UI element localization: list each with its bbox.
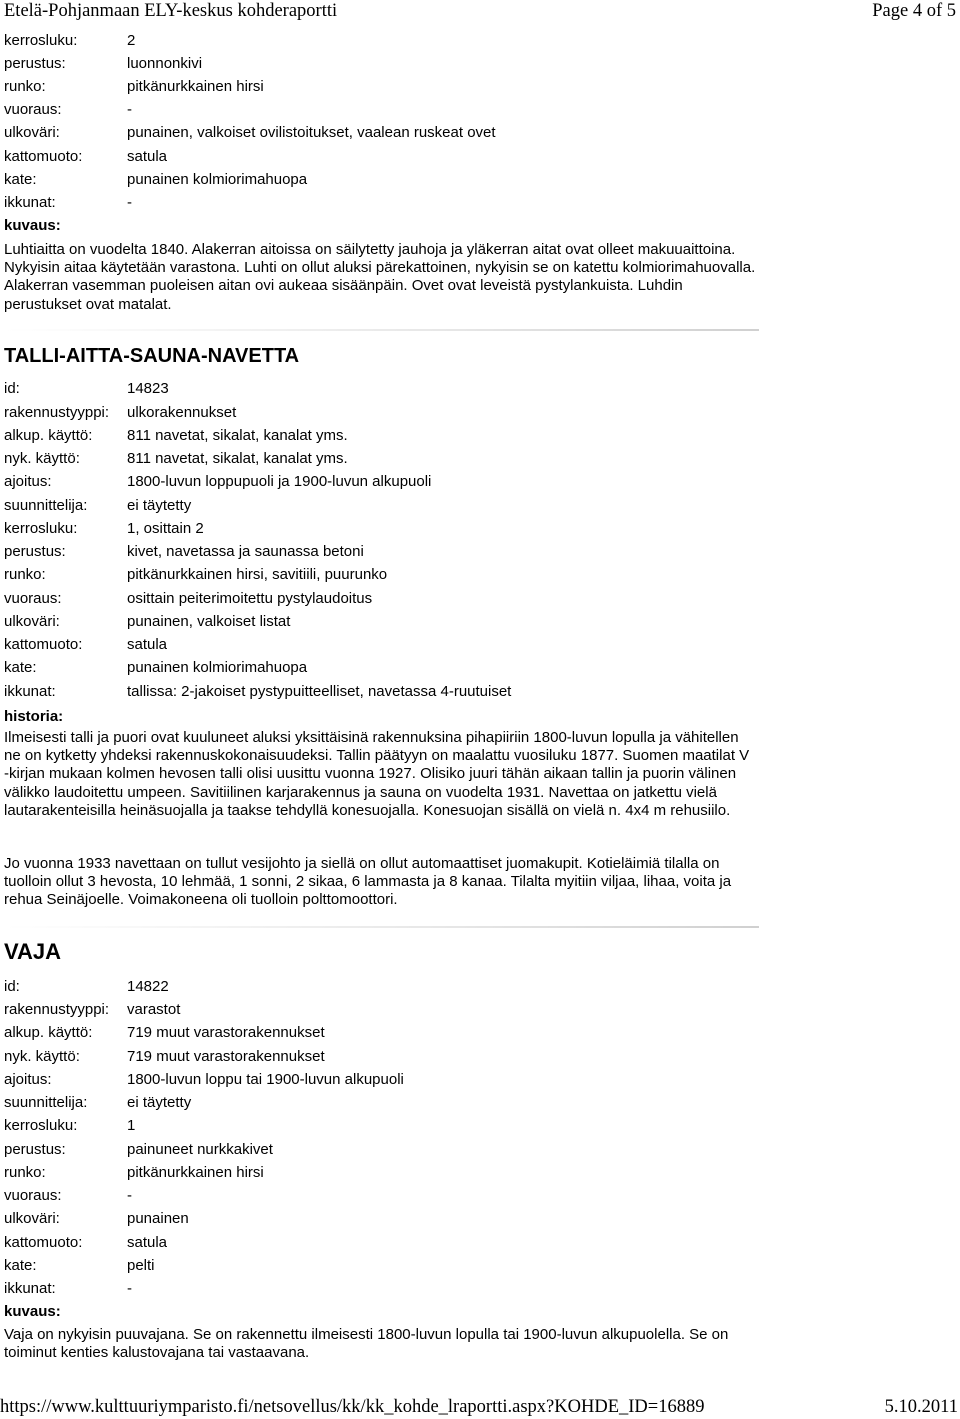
field-value: satula [127,636,168,653]
field-label: ulkoväri: [4,1210,60,1227]
field-value: - [127,194,132,211]
field-label: vuoraus: [4,590,62,607]
field-label: runko: [4,566,46,583]
field-value: 811 navetat, sikalat, kanalat yms. [127,427,348,444]
field-value: satula [127,148,168,165]
description-text: Vaja on nykyisin puuvajana. Se on rakennettu ilmeisesti 1800-luvun lopulla tai 1900-luvun alkupuolella. Se on toiminut kenties kalustovajana tai vastaavana. [4,1326,729,1362]
field-label: ikkunat: [4,194,56,211]
section-divider [4,329,759,331]
field-label: alkup. käyttö: [4,1024,93,1041]
field-label: ulkoväri: [4,124,60,141]
field-label: rakennustyyppi: [4,404,110,421]
field-label: ikkunat: [4,1280,56,1297]
field-label: kate: [4,171,37,188]
field-label: kerrosluku: [4,520,78,537]
field-value: painuneet nurkkakivet [127,1141,273,1158]
field-value: pitkänurkkainen hirsi, savitiili, puurunko [127,566,388,583]
field-value: pitkänurkkainen hirsi [127,1164,264,1181]
field-value: 811 navetat, sikalat, kanalat yms. [127,450,348,467]
field-label: ikkunat: [4,683,56,700]
history-text: Jo vuonna 1933 navettaan on tullut vesijohto ja siellä on ollut automaattiset juomakupit. Kotieläimiä tilalla on tuolloin ollut 3 hevosta, 10 lehmää, 1 sonni, 2 sikaa, 6 lammasta ja 8 kanaa. Tilalta myitiin viljaa, lihaa, voita ja rehua Seinäjoelle. Voimakoneena oli tuolloin polttomoottori. [4,855,732,909]
field-value: kivet, navetassa ja saunassa betoni [127,543,364,560]
print-date: 5.10.2011 [884,1397,958,1417]
field-value: satula [127,1234,168,1251]
field-label: kattomuoto: [4,636,83,653]
field-label: kerrosluku: [4,1117,78,1134]
section-divider [4,926,759,928]
field-value: punainen kolmiorimahuopa [127,659,308,676]
field-value: punainen kolmiorimahuopa [127,171,308,188]
description-label: kuvaus: [4,1303,61,1320]
field-label: ajoitus: [4,473,52,490]
field-label: kattomuoto: [4,1234,83,1251]
report-title: Etelä-Pohjanmaan ELY-keskus kohderaportti [4,1,338,21]
field-value: 719 muut varastorakennukset [127,1048,325,1065]
field-value: luonnonkivi [127,55,203,72]
field-label: suunnittelija: [4,1094,88,1111]
field-value: - [127,101,132,118]
field-label: nyk. käyttö: [4,1048,80,1065]
field-value: 719 muut varastorakennukset [127,1024,325,1041]
field-label: id: [4,380,20,397]
field-value: 2 [127,32,136,49]
page-number: Page 4 of 5 [872,1,956,21]
field-label: perustus: [4,55,66,72]
field-label: vuoraus: [4,101,62,118]
description-text: Luhtiaitta on vuodelta 1840. Alakerran aitoissa on säilytetty jauhoja ja yläkerran aitat ovat olleet makuuaittoina. Nykyisin aitaa käytetään varastona. Luhti on ollut aluksi pärekattoinen, nykyisin se on katettu kolmiorimahuovalla. Alakerran vasemman puoleisen aitan ovi aukeaa sisäänpäin. Ovet ovat leveistä pystylankuista. Luhdin perustukset ovat matalat. [4,241,756,313]
description-label: kuvaus: [4,217,61,234]
section-title: TALLI-AITTA-SAUNA-NAVETTA [4,345,300,367]
field-label: kerrosluku: [4,32,78,49]
field-label: suunnittelija: [4,497,88,514]
field-value: pelti [127,1257,155,1274]
field-label: perustus: [4,1141,66,1158]
field-value: - [127,1280,132,1297]
field-label: ajoitus: [4,1071,52,1088]
field-label: ulkoväri: [4,613,60,630]
history-text: Ilmeisesti talli ja puori ovat kuuluneet aluksi yksittäisinä rakennuksina pihapiiriin 1800-luvun lopulla ja vähitellen ne on kytketty yhdeksi rakennuskokonaisuudeksi. Tallin päätyyn on maalattu vuosiluku 1877. Suomen maatilat V -kirjan mukaan kolmen hevosen talli olisi uusittu vuonna 1927. Olisiko juuri tähän aikaan tallin ja puorin välinen välikko laudoitettu umpeen. Savitiilinen karjarakennus ja sauna on vuodelta 1931. Navettaa on jatkettu vielä lautarakenteisilla heinäsuojalla ja taakse tehdyllä konesuojalla. Konesuojan sisällä on vielä n. 4x4 m rehusiilo. [4,729,750,819]
field-label: rakennustyyppi: [4,1001,110,1018]
field-label: kattomuoto: [4,148,83,165]
field-label: kate: [4,1257,37,1274]
field-label: vuoraus: [4,1187,62,1204]
field-value: 14823 [127,380,169,397]
field-value: 1800-luvun loppu tai 1900-luvun alkupuoli [127,1071,404,1088]
field-label: runko: [4,1164,46,1181]
field-value: punainen, valkoiset listat [127,613,291,630]
field-value: 1 [127,1117,136,1134]
field-value: tallissa: 2-jakoiset pystypuitteelliset, navetassa 4-ruutuiset [127,683,512,700]
field-value: osittain peiterimoitettu pystylaudoitus [127,590,373,607]
history-label: historia: [4,708,64,725]
field-value: punainen, valkoiset ovilistoitukset, vaalean ruskeat ovet [127,124,496,141]
field-value: ulkorakennukset [127,404,237,421]
field-label: id: [4,978,20,995]
field-value: 1, osittain 2 [127,520,204,537]
field-label: runko: [4,78,46,95]
page-url: https://www.kulttuuriymparisto.fi/netsovellus/kk/kk_kohde_lraportti.aspx?KOHDE_ID=16889 [0,1397,705,1417]
field-value: ei täytetty [127,497,192,514]
field-value: punainen [127,1210,189,1227]
field-value: pitkänurkkainen hirsi [127,78,264,95]
field-label: perustus: [4,543,66,560]
field-value: 14822 [127,978,169,995]
field-label: alkup. käyttö: [4,427,93,444]
field-value: varastot [127,1001,181,1018]
field-value: - [127,1187,132,1204]
field-label: kate: [4,659,37,676]
section-title: VAJA [4,939,62,964]
field-value: 1800-luvun loppupuoli ja 1900-luvun alkupuoli [127,473,432,490]
field-label: nyk. käyttö: [4,450,80,467]
field-value: ei täytetty [127,1094,192,1111]
